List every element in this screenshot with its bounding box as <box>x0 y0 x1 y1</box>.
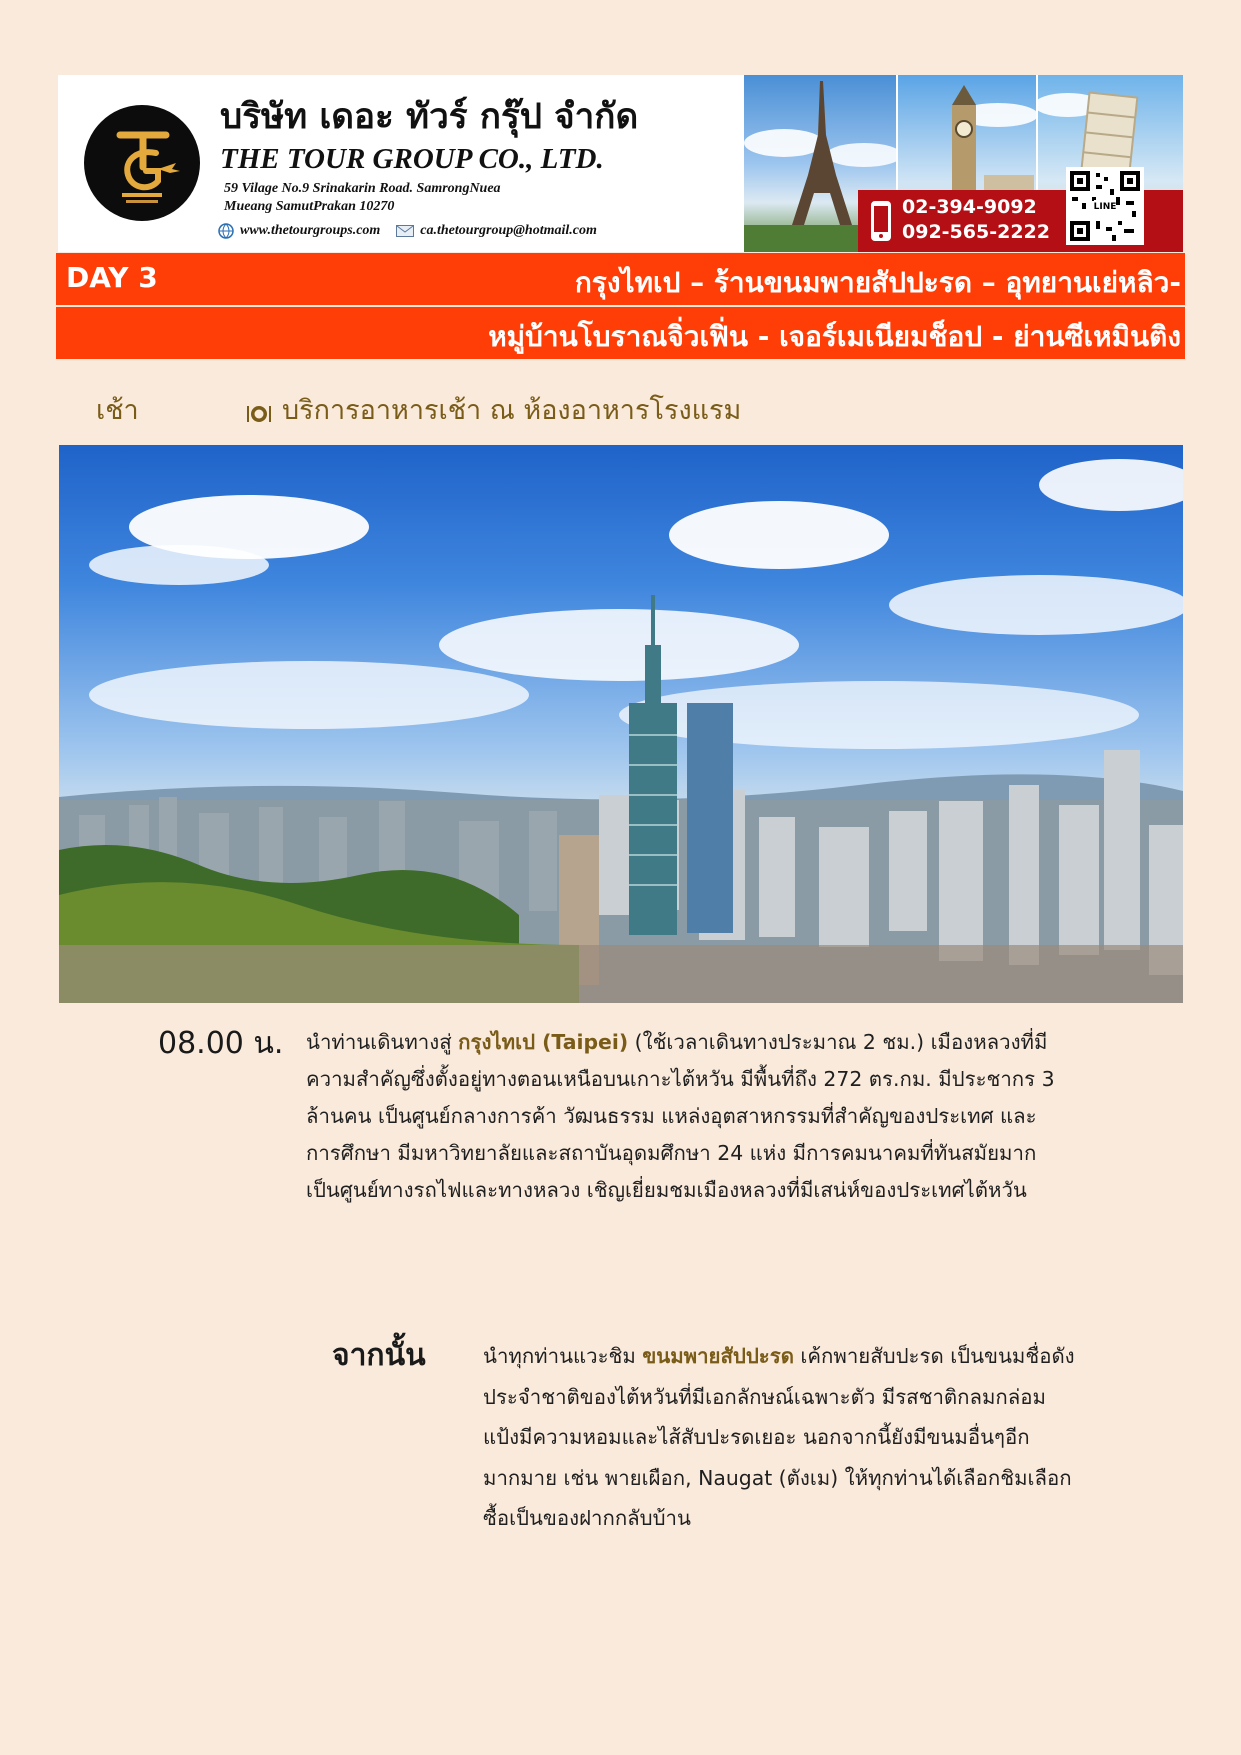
description-line: มากมาย เช่น พายเผือก, Naugat (ตังเม) ให้ทุกท่านได้เลือกชิมเลือก <box>483 1465 1072 1490</box>
section-time-then: จากนั้น <box>332 1338 426 1373</box>
description-line: ซื้อเป็นของฝากกลับบ้าน <box>483 1506 691 1530</box>
description-line: การศึกษา มีมหาวิทยาลัยและสถาบันอุดมศึกษา 24 แห่ง มีการคมนาคมที่ทันสมัยมาก <box>306 1141 1037 1165</box>
email-link[interactable]: ca.thetourgroup@hotmail.com <box>420 223 597 238</box>
breakfast-text: บริการอาหารเช้า ณ ห้องอาหารโรงแรม <box>282 395 742 426</box>
section-time-0800: 08.00 น. <box>158 1026 284 1061</box>
description-line: ล้านคน เป็นศูนย์กลางการค้า วัฒนธรรม แหล่งอุตสาหกรรมที่สำคัญของประเทศ และ <box>306 1104 1037 1128</box>
company-banner <box>58 75 1183 252</box>
taipei-skyline-photo <box>59 445 1183 1003</box>
address-line-2: Mueang SamutPrakan 10270 <box>224 199 395 214</box>
description-line: แป้งมีความหอมและไส้สับปะรดเยอะ นอกจากนี้ยังมีขนมอื่นๆอีก <box>483 1425 1030 1449</box>
contact-row <box>218 223 597 239</box>
breakfast-row <box>246 388 741 431</box>
day-header-bar-2 <box>56 307 1185 359</box>
highlight-taipei: กรุงไทเป (Taipei) <box>458 1030 629 1054</box>
day-title-line-2: หมู่บ้านโบราณจิ่วเฟิ่น - เจอร์เมเนียมช็อป - ย่านซีเหมินติง <box>488 320 1181 353</box>
day-header-bar <box>56 253 1185 305</box>
line-rest: (ใช้เวลาเดินทางประมาณ 2 ชม.) เมืองหลวงที่มี <box>628 1030 1048 1054</box>
description-line <box>306 1024 1166 1061</box>
landmark-photos <box>744 75 1183 252</box>
website-link[interactable]: www.thetourgroups.com <box>240 223 381 238</box>
day-label: DAY 3 <box>66 261 158 294</box>
description-line: เป็นศูนย์ทางรถไฟและทางหลวง เชิญเยี่ยมชมเมืองหลวงที่มีเสน่ห์ของประเทศไต้หวัน <box>306 1178 1027 1202</box>
svg-text:LINE: LINE <box>1093 202 1117 212</box>
day-title-line-1: กรุงไทเป – ร้านขนมพายสัปปะรด – อุทยานเย่หลิว- <box>574 266 1181 299</box>
description-line: ประจำชาติของไต้หวันที่มีเอกลักษณ์เฉพาะตัว มีรสชาติกลมกล่อม <box>483 1384 1046 1409</box>
pineapple-cake-description <box>483 1336 1153 1539</box>
breakfast-time: เช้า <box>96 395 139 426</box>
intro-text: นำทุกท่านแวะชิม <box>483 1344 643 1368</box>
line-qr-code <box>1066 167 1144 245</box>
plate-cutlery-icon <box>246 400 272 420</box>
mobile-phone-icon <box>870 200 892 242</box>
phone-number-1[interactable]: 02-394-9092 <box>902 196 1037 218</box>
company-name-thai: บริษัท เดอะ ทัวร์ กรุ๊ป จำกัด <box>220 96 639 137</box>
address-line-1: 59 Vilage No.9 Srinakarin Road. SamrongNuea <box>224 181 501 196</box>
highlight-pineapple-cake: ขนมพายสัปปะรด <box>642 1344 794 1368</box>
description-line <box>483 1336 1153 1377</box>
intro-text: นำท่านเดินทางสู่ <box>306 1030 459 1054</box>
mail-icon <box>396 225 414 237</box>
the-tour-group-logo <box>84 105 200 221</box>
phone-number-2[interactable]: 092-565-2222 <box>902 221 1050 243</box>
company-name-english: THE TOUR GROUP CO., LTD. <box>220 143 604 175</box>
line-rest: เค้กพายสับปะรด เป็นขนมชื่อดัง <box>793 1344 1075 1368</box>
globe-icon <box>218 223 234 239</box>
taipei-description <box>306 1024 1166 1209</box>
description-line: ความสำคัญซึ่งตั้งอยู่ทางตอนเหนือบนเกาะไต้หวัน มีพื้นที่ถึง 272 ตร.กม. มีประชากร 3 <box>306 1067 1055 1091</box>
